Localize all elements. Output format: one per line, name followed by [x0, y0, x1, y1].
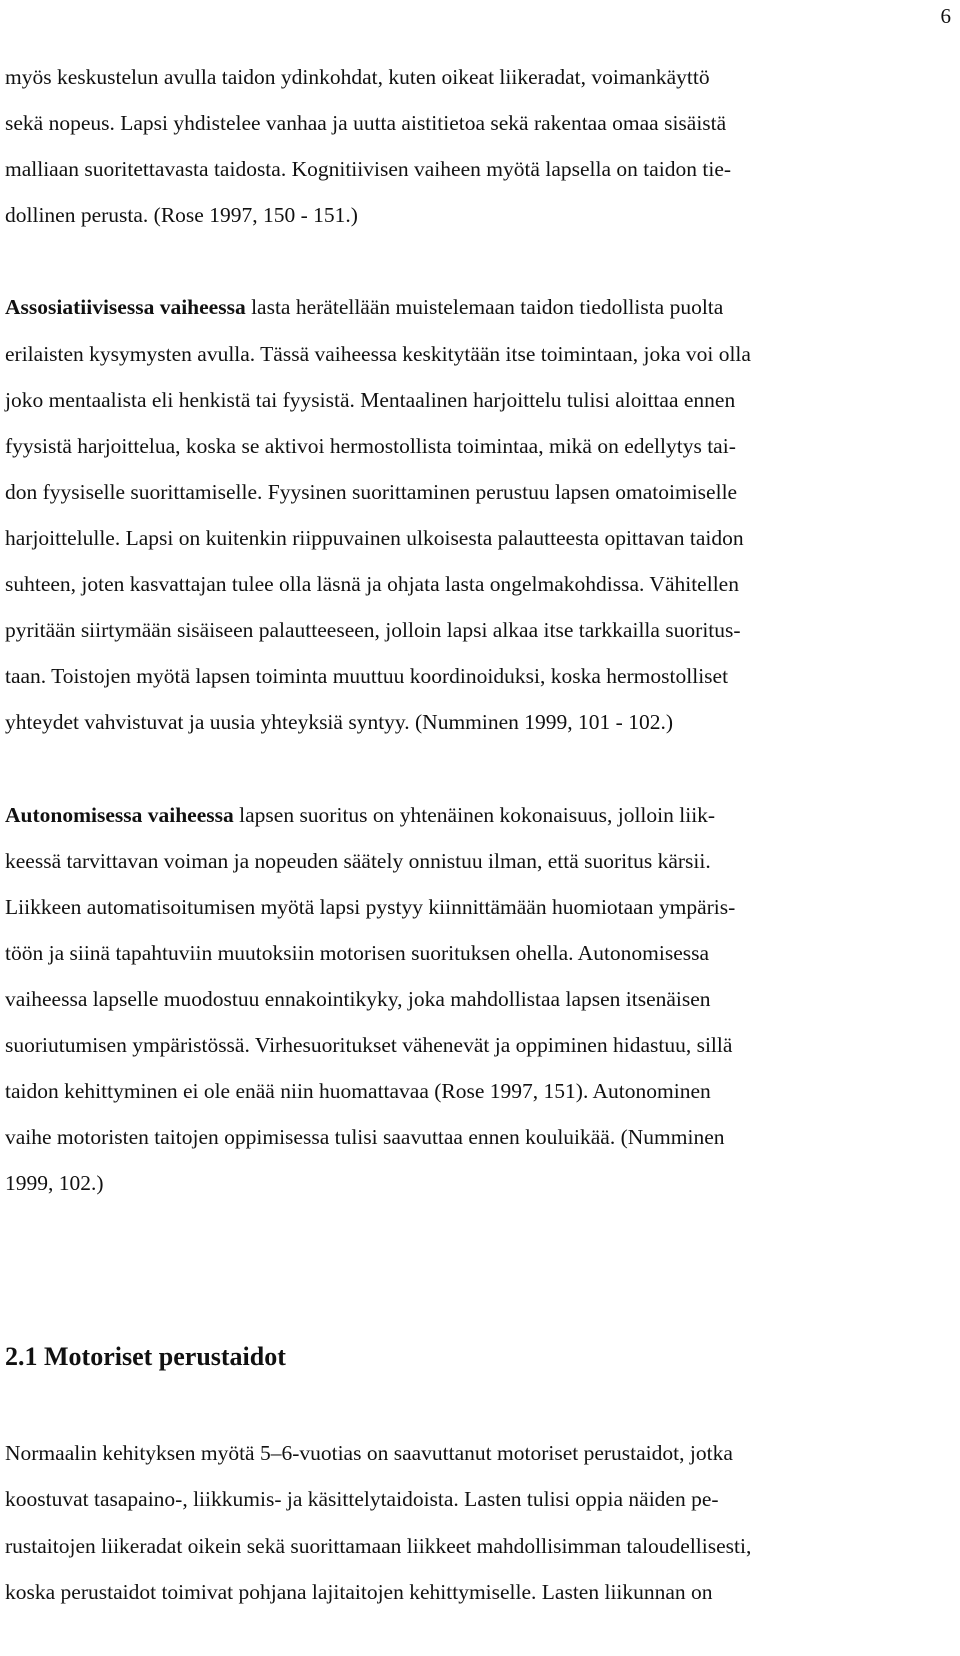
text-line: taidon kehittyminen ei ole enää niin huomattavaa (Rose 1997, 151). Autonominen — [5, 1079, 711, 1104]
text-line: yhteydet vahvistuvat ja uusia yhteyksiä syntyy. (Numminen 1999, 101 - 102.) — [5, 710, 673, 735]
autonomous-phase-term: Autonomisessa vaiheessa — [5, 802, 234, 827]
text-line: 1999, 102.) — [5, 1171, 104, 1196]
text-run: lapsen suoritus on yhtenäinen kokonaisuus, jolloin liik- — [233, 802, 716, 827]
text-line: myös keskustelun avulla taidon ydinkohdat, kuten oikeat liikeradat, voimankäyttö — [5, 65, 710, 89]
text-line: dollinen perusta. (Rose 1997, 150 - 151.) — [5, 203, 358, 228]
text-line: malliaan suoritettavasta taidosta. Kognitiivisen vaiheen myötä lapsella on taidon tie- — [5, 157, 732, 182]
text-line: harjoittelulle. Lapsi on kuitenkin riippuvainen ulkoisesta palautteesta opittavan taidon — [5, 525, 744, 550]
text-line: töön ja siinä tapahtuviin muutoksiin motorisen suorituksen ohella. Autonomisessa — [5, 940, 710, 965]
section-heading: 2.1 Motoriset perustaidot — [5, 1342, 286, 1372]
text-line: vaiheessa lapselle muodostuu ennakointikyky, joka mahdollistaa lapsen itsenäisen — [5, 986, 711, 1011]
text-line: don fyysiselle suorittamiselle. Fyysinen suorittaminen perustuu lapsen omatoimiselle — [5, 479, 738, 504]
text-line: vaihe motoristen taitojen oppimisessa tulisi saavuttaa ennen kouluikää. (Numminen — [5, 1125, 725, 1150]
text-line: Liikkeen automatisoitumisen myötä lapsi pystyy kiinnittämään huomiotaan ympäris- — [5, 894, 736, 919]
text-line — [5, 792, 943, 838]
text-line: erilaisten kysymysten avulla. Tässä vaiheessa keskitytään itse toimintaan, joka voi olla — [5, 341, 751, 366]
text-line: sekä nopeus. Lapsi yhdistelee vanhaa ja uutta aistitietoa sekä rakentaa omaa sisäistä — [5, 111, 727, 136]
text-line: koska perustaidot toimivat pohjana lajitaitojen kehittymiselle. Lasten liikunnan on — [5, 1579, 713, 1604]
text-line — [5, 284, 943, 330]
page-number: 6 — [940, 4, 951, 28]
text-line: Normaalin kehityksen myötä 5–6-vuotias on saavuttanut motoriset perustaidot, jotka — [5, 1441, 733, 1466]
text-line: suoriutumisen ympäristössä. Virhesuoritukset vähenevät ja oppiminen hidastuu, sillä — [5, 1032, 733, 1057]
text-line: taan. Toistojen myötä lapsen toiminta muuttuu koordinoiduksi, koska hermostolliset — [5, 664, 729, 689]
paragraph-associative-phase — [5, 284, 943, 745]
text-line: rustaitojen liikeradat oikein sekä suorittamaan liikkeet mahdollisimman taloudellisesti, — [5, 1533, 752, 1558]
document-body — [5, 54, 943, 1615]
text-line: pyritään siirtymään sisäiseen palautteeseen, jolloin lapsi alkaa itse tarkkailla suoritus- — [5, 618, 741, 643]
text-line: joko mentaalista eli henkistä tai fyysistä. Mentaalinen harjoittelu tulisi aloittaa ennen — [5, 387, 736, 412]
paragraph-cognitive-phase-end — [5, 54, 943, 238]
text-line: fyysistä harjoittelua, koska se aktivoi hermostollista toimintaa, mikä on edellytys tai- — [5, 433, 736, 458]
associative-phase-term: Assosiatiivisessa vaiheessa — [5, 295, 246, 320]
text-line: keessä tarvittavan voiman ja nopeuden säätely onnistuu ilman, että suoritus kärsii. — [5, 848, 711, 873]
text-run: lasta herätellään muistelemaan taidon tiedollista puolta — [245, 295, 724, 320]
text-line: suhteen, joten kasvattajan tulee olla läsnä ja ohjata lasta ongelmakohdissa. Vähitellen — [5, 572, 739, 597]
paragraph-autonomous-phase — [5, 792, 943, 1207]
text-line: koostuvat tasapaino-, liikkumis- ja käsittelytaidoista. Lasten tulisi oppia näiden pe- — [5, 1487, 719, 1512]
paragraph-motor-basic-skills — [5, 1430, 943, 1614]
